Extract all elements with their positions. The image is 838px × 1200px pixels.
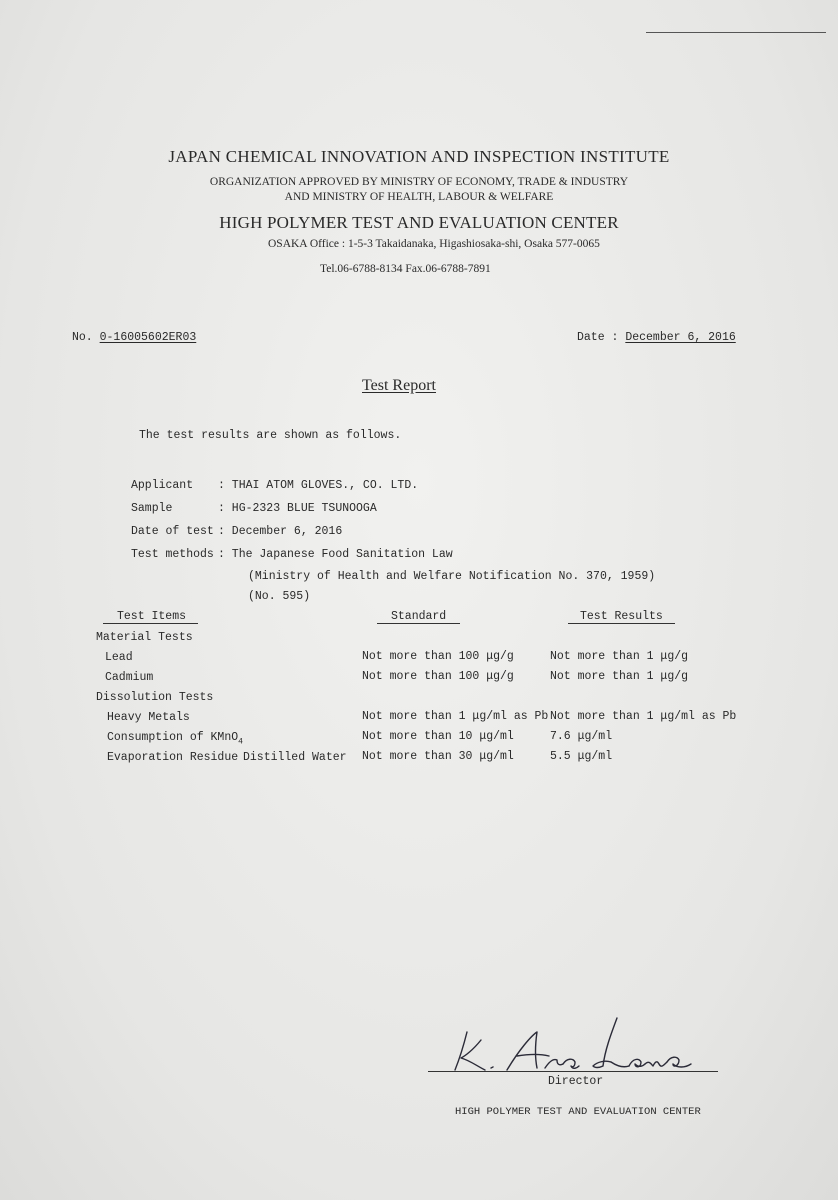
evaporation-solvent: Distilled Water (243, 751, 347, 764)
kmno4-result: 7.6 μg/ml (550, 730, 613, 743)
report-title: Test Report (362, 377, 436, 394)
kmno4-standard: Not more than 10 μg/ml (362, 730, 514, 743)
report-date (577, 331, 736, 344)
heavy-metals-standard: Not more than 1 μg/ml as Pb (362, 710, 549, 723)
approval-line-1: ORGANIZATION APPROVED BY MINISTRY OF ECONOMY, TRADE & INDUSTRY (209, 176, 629, 188)
cadmium-item: Cadmium (105, 671, 154, 684)
intro-text: The test results are shown as follows. (139, 429, 402, 442)
dissolution-tests-heading: Dissolution Tests (96, 691, 214, 704)
col-test-items-label: Test Items (103, 610, 198, 624)
col-standard-label: Standard (377, 610, 460, 624)
phone-fax: Tel.06-6788-8134 Fax.06-6788-7891 (320, 263, 491, 275)
date-of-test-label: Date of test (131, 525, 214, 538)
col-test-results-label: Test Results (568, 610, 675, 624)
col-test-results (568, 610, 675, 623)
applicant-value: : THAI ATOM GLOVES., CO. LTD. (218, 479, 419, 492)
sample-value: : HG-2323 BLUE TSUNOOGA (218, 502, 377, 515)
kmno4-item-text: Consumption of KMnO (107, 731, 239, 744)
approval-text (0, 175, 838, 205)
top-rule (646, 32, 826, 33)
material-tests-heading: Material Tests (96, 631, 193, 644)
cadmium-result: Not more than 1 μg/g (550, 670, 689, 683)
col-standard (377, 610, 460, 623)
lead-item: Lead (105, 651, 133, 664)
heavy-metals-item: Heavy Metals (107, 711, 190, 724)
director-signature (445, 1010, 725, 1085)
report-date-label: Date : (577, 331, 619, 344)
signature-scribble (445, 1010, 725, 1080)
report-number (72, 331, 196, 344)
director-title: Director (548, 1075, 604, 1088)
sample-label: Sample (131, 502, 173, 515)
cadmium-standard: Not more than 100 μg/g (362, 670, 514, 683)
test-methods-label: Test methods (131, 548, 214, 561)
approval-line-2: AND MINISTRY OF HEALTH, LABOUR & WELFARE (284, 191, 554, 203)
kmno4-item (107, 731, 243, 746)
heavy-metals-result: Not more than 1 μg/ml as Pb (550, 710, 737, 723)
center-name: HIGH POLYMER TEST AND EVALUATION CENTER (219, 213, 619, 232)
col-test-items (103, 610, 198, 623)
date-of-test-value: : December 6, 2016 (218, 525, 343, 538)
applicant-label: Applicant (131, 479, 194, 492)
evaporation-result: 5.5 μg/ml (550, 750, 613, 763)
signature-text (0, 1073, 1, 1074)
report-number-value: 0-16005602ER03 (99, 331, 197, 344)
office-address: OSAKA Office : 1-5-3 Takaidanaka, Higashiosaka-shi, Osaka 577-0065 (268, 238, 600, 250)
report-date-value: December 6, 2016 (625, 331, 736, 344)
test-methods-value: : The Japanese Food Sanitation Law (218, 548, 453, 561)
report-number-label: No. (72, 331, 93, 344)
methods-note-2: (No. 595) (248, 590, 311, 603)
evaporation-standard: Not more than 30 μg/ml (362, 750, 514, 763)
kmno4-subscript: 4 (238, 737, 243, 747)
signature-line (428, 1071, 718, 1072)
methods-note-1: (Ministry of Health and Welfare Notification No. 370, 1959) (248, 570, 656, 583)
evaporation-residue-item: Evaporation Residue (107, 751, 239, 764)
lead-standard: Not more than 100 μg/g (362, 650, 514, 663)
footer-center-name: HIGH POLYMER TEST AND EVALUATION CENTER (455, 1106, 701, 1118)
lead-result: Not more than 1 μg/g (550, 650, 689, 663)
institute-name: JAPAN CHEMICAL INNOVATION AND INSPECTION INSTITUTE (168, 147, 670, 166)
